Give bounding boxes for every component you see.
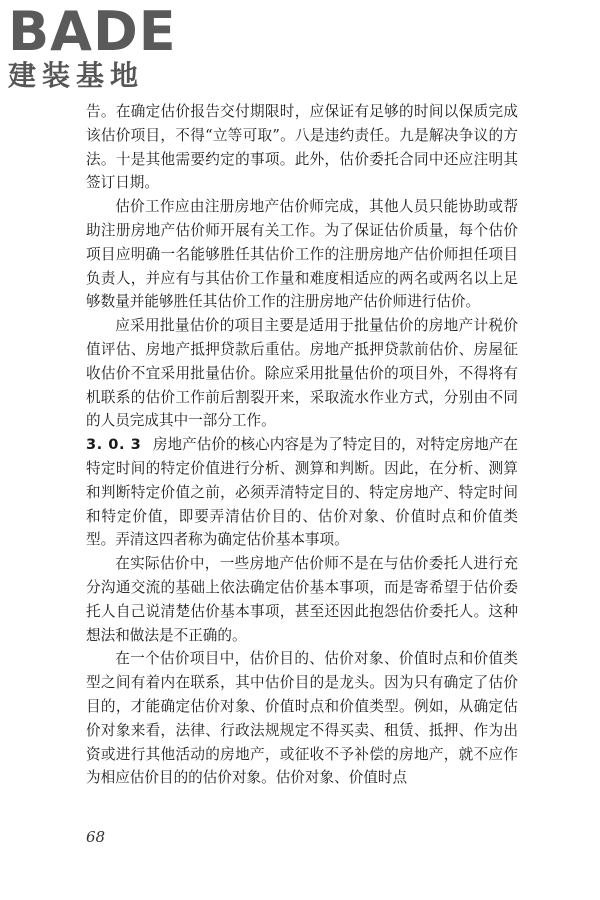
clause-number: 3. 0. 3 [86,436,142,454]
clause-text: 房地产估价的核心内容是为了特定目的，对特定房地产在特定时间的特定价值进行分析、测算和判断。因此，在分析、测算和判断特定价值之前，必须弄清特定目的、特定房地产、特定时间和特定价值，即要弄清估价目的、估价对象、价值时点和价值类型。弄清这四者称为确定估价基本事项。 [86,436,518,549]
page-body [86,100,518,790]
clause-paragraph [86,433,518,552]
paragraph: 应采用批量估价的项目主要是适用于批量估价的房地产计税价值评估、房地产抵押贷款后重估。房地产抵押贷款前估价、房屋征收估价不宜采用批量估价。除应采用批量估价的项目外，不得将有机联系的估价工作前后割裂开来，采取流水作业方式，分别由不同的人员完成其中一部分工作。 [86,317,518,430]
page-number: 68 [86,828,106,846]
paragraph: 在一个估价项目中，估价目的、估价对象、价值时点和价值类型之间有着内在联系，其中估价目的是龙头。因为只有确定了估价目的，才能确定估价对象、价值时点和价值类型。例如，从确定估价对象来看，法律、行政法规规定不得买卖、租赁、抵押、作为出资或进行其他活动的房地产，或征收不予补偿的房地产，就不应作为相应估价目的的估价对象。估价对象、价值时点 [86,650,518,787]
paragraph: 在实际估价中，一些房地产估价师不是在与估价委托人进行充分沟通交流的基础上依法确定估价基本事项，而是寄希望于估价委托人自己说清楚估价基本事项，甚至还因此抱怨估价委托人。这种想法和做法是不正确的。 [86,555,518,644]
paragraph: 估价工作应由注册房地产估价师完成，其他人员只能协助或帮助注册房地产估价师开展有关工作。为了保证估价质量，每个估价项目应明确一名能够胜任其估价工作的注册房地产估价师担任项目负责人，并应有与其估价工作量和难度相适应的两名或两名以上足够数量并能够胜任其估价工作的注册房地产估价师进行估价。 [86,198,518,311]
paragraph-continued: 告。在确定估价报告交付期限时，应保证有足够的时间以保质完成该估价项目，不得“立等可取”。八是违约责任。九是解决争议的方法。十是其他需要约定的事项。此外，估价委托合同中还应注明其签订日期。 [86,103,518,192]
logo-wordmark: BADE [8,0,177,63]
logo-chinese-name: 建装基地 [8,59,145,92]
publisher-logo [8,0,178,96]
